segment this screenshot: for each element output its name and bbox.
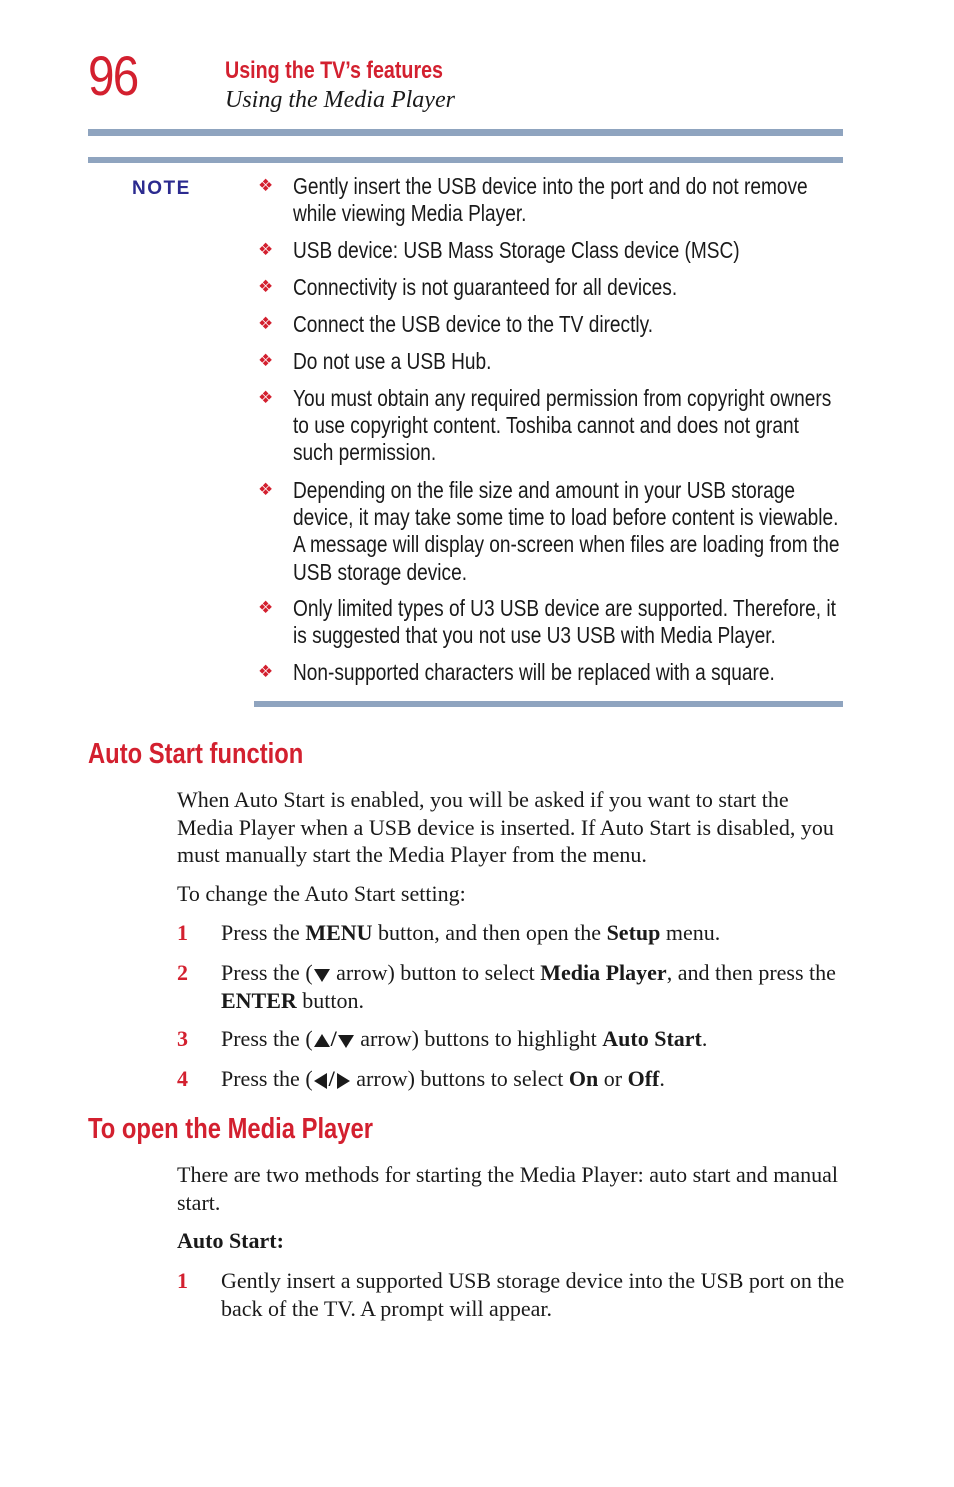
diamond-bullet-icon: ❖ [258, 480, 274, 500]
paragraph: To change the Auto Start setting: [177, 881, 466, 906]
diamond-bullet-icon: ❖ [258, 598, 274, 618]
note-label: NOTE [132, 178, 191, 199]
note-item-text: Connect the USB device to the TV directly. [293, 311, 654, 337]
diamond-bullet-icon: ❖ [258, 176, 274, 196]
paragraph: There are two methods for starting the Media Player: auto start and manual start. [177, 1162, 839, 1215]
section-title: Using the Media Player [225, 87, 455, 113]
diamond-bullet-icon: ❖ [258, 351, 274, 371]
arrow-down-icon [313, 967, 331, 983]
note-item-text: USB device: USB Mass Storage Class device (MSC) [293, 237, 740, 263]
diamond-bullet-icon: ❖ [258, 388, 274, 408]
note-bottom-rule [254, 701, 843, 707]
chapter-title: Using the TV’s features [225, 57, 443, 84]
arrow-right-icon [335, 1072, 351, 1090]
note-item-text: You must obtain any required permission from copyright owners to use copyright content. Toshiba cannot and does not grant such permission. [293, 385, 832, 466]
arrow-left-icon [313, 1072, 329, 1090]
section-heading: Auto Start function [88, 738, 304, 770]
note-item-text: Only limited types of U3 USB device are supported. Therefore, it is suggested that you not use U3 USB with Media Player. [293, 595, 836, 649]
note-top-rule [88, 157, 843, 163]
step-text: Press the ( / arrow) buttons to select On or Off. [221, 1066, 665, 1091]
step-text: Press the ( / arrow) buttons to highlight Auto Start. [221, 1026, 708, 1051]
subheading: Auto Start: [177, 1228, 284, 1253]
step-number: 1 [177, 920, 188, 945]
arrow-up-icon [313, 1033, 331, 1049]
step-text: Press the MENU button, and then open the Setup menu. [221, 920, 721, 945]
note-item-text: Connectivity is not guaranteed for all devices. [293, 274, 678, 300]
header-rule [88, 129, 843, 136]
arrow-down-icon [337, 1033, 355, 1049]
page-number: 96 [88, 44, 138, 107]
step-text: Gently insert a supported USB storage device into the USB port on the back of the TV. A prompt will appear. [221, 1268, 845, 1321]
paragraph: When Auto Start is enabled, you will be asked if you want to start the Media Player when a USB device is inserted. If Auto Start is disabled, you must manually start the Media Player from the menu. [177, 787, 834, 867]
note-item-text: Gently insert the USB device into the port and do not remove while viewing Media Player. [293, 173, 808, 227]
note-item-text: Non-supported characters will be replaced with a square. [293, 659, 775, 685]
step-number: 1 [177, 1268, 188, 1293]
step-text: Press the ( arrow) button to select Media Player, and then press the ENTER button. [221, 960, 836, 1013]
section-heading: To open the Media Player [88, 1113, 373, 1145]
note-item-text: Do not use a USB Hub. [293, 348, 492, 374]
diamond-bullet-icon: ❖ [258, 240, 274, 260]
step-number: 4 [177, 1066, 188, 1091]
step-number: 3 [177, 1026, 188, 1051]
note-item-text: Depending on the file size and amount in your USB storage device, it may take some time to load before content is viewable. A message will display on-screen when files are loading from the USB storage device. [293, 477, 840, 585]
diamond-bullet-icon: ❖ [258, 277, 274, 297]
diamond-bullet-icon: ❖ [258, 662, 274, 682]
step-number: 2 [177, 960, 188, 985]
diamond-bullet-icon: ❖ [258, 314, 274, 334]
